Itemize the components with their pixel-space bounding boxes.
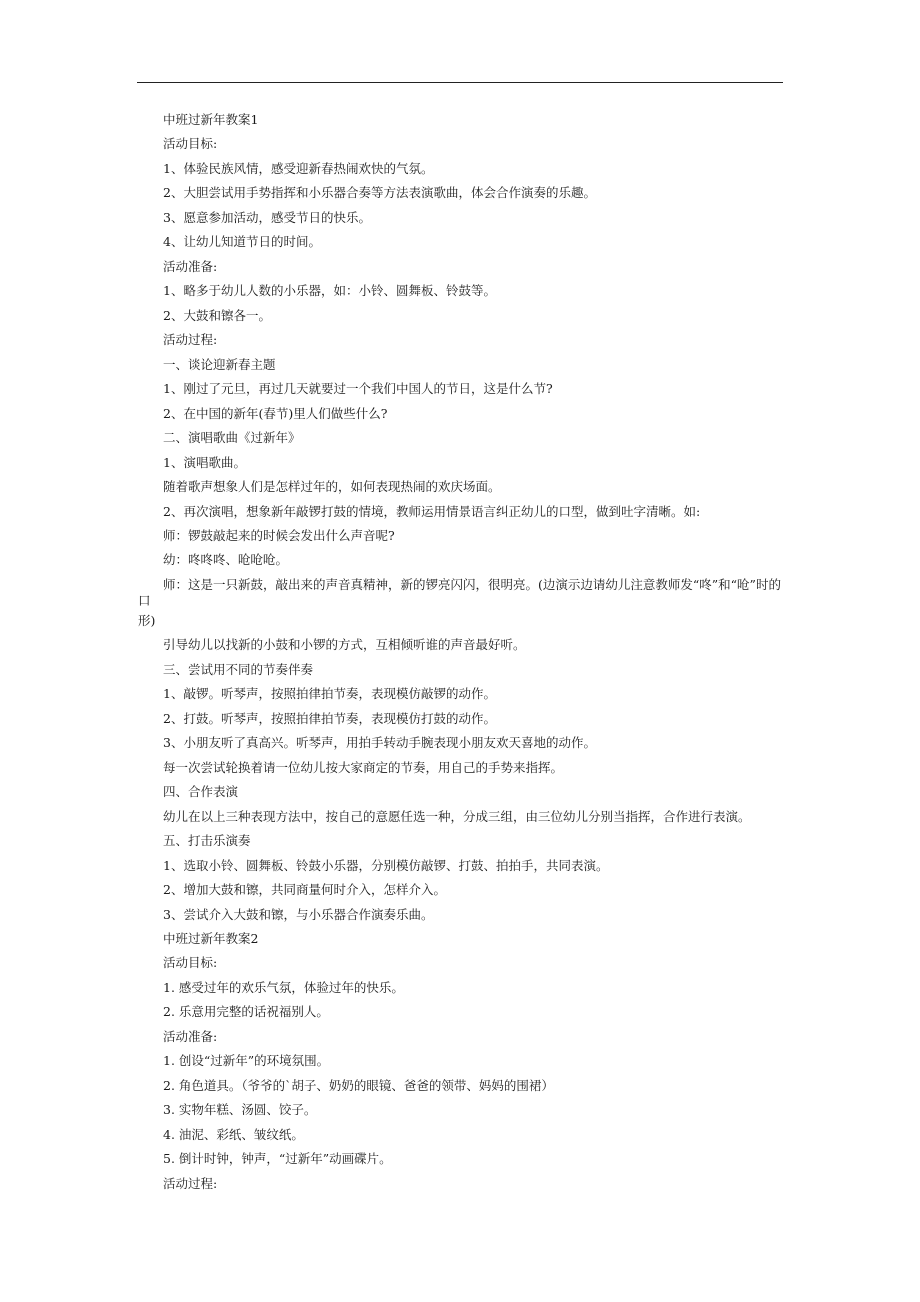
list-item: 2、大胆尝试用手势指挥和小乐器合奏等方法表演歌曲，体会合作演奏的乐趣。 (163, 185, 596, 201)
section-title: 中班过新年教案2 (163, 931, 259, 946)
subheading: 活动过程: (163, 332, 218, 348)
section-title: 中班过新年教案1 (163, 112, 259, 127)
header-divider (137, 82, 783, 83)
paragraph: 幼儿在以上三种表现方法中，按自己的意愿任选一种，分成三组，由三位幼儿分别当指挥，合作进行表演。 (163, 808, 751, 824)
section-heading: 三、尝试用不同的节奏伴奏 (163, 661, 314, 677)
list-item: 2、打鼓。听琴声，按照拍律拍节奏，表现模仿打鼓的动作。 (163, 710, 496, 726)
list-item: 4. 油泥、彩纸、皱纹纸。 (163, 1126, 304, 1142)
section-heading: 一、谈论迎新春主题 (163, 356, 276, 372)
subheading: 活动过程: (163, 1175, 218, 1191)
list-item: 4、让幼儿知道节日的时间。 (163, 234, 321, 250)
list-item: 1、敲锣。听琴声，按照拍律拍节奏，表现模仿敲锣的动作。 (163, 686, 496, 702)
subheading: 活动准备: (163, 258, 218, 274)
list-item: 1、刚过了元旦，再过几天就要过一个我们中国人的节日，这是什么节? (163, 381, 553, 397)
list-item: 3、愿意参加活动，感受节日的快乐。 (163, 209, 371, 225)
subheading: 活动准备: (163, 1028, 218, 1044)
dialogue-line-wrapped (138, 577, 784, 629)
list-item: 2、再次演唱，想象新年敲锣打鼓的情境，教师运用情景语言纠正幼儿的口型，做到吐字清晰。如: (163, 503, 701, 519)
list-item: 1、选取小铃、圆舞板、铃鼓小乐器，分别模仿敲锣、打鼓、拍拍手，共同表演。 (163, 857, 609, 873)
list-item: 1、略多于幼儿人数的小乐器，如：小铃、圆舞板、铃鼓等。 (163, 283, 496, 299)
list-item: 1. 创设“过新年”的环境氛围。 (163, 1053, 330, 1069)
list-item: 5. 倒计时钟，钟声，“过新年”动画碟片。 (163, 1151, 392, 1167)
list-item: 2、在中国的新年(春节)里人们做些什么? (163, 405, 388, 421)
list-item: 1. 感受过年的欢乐气氛，体验过年的快乐。 (163, 979, 404, 995)
list-item: 3、尝试介入大鼓和镲，与小乐器合作演奏乐曲。 (163, 906, 434, 922)
list-item: 2、大鼓和镲各一。 (163, 307, 271, 323)
subheading: 活动目标: (163, 136, 218, 152)
list-item: 2. 乐意用完整的话祝福别人。 (163, 1004, 329, 1020)
list-item: 2、增加大鼓和镲，共同商量何时介入，怎样介入。 (163, 882, 446, 898)
wrapped-line-second: 形) (138, 612, 156, 628)
section-heading: 二、演唱歌曲《过新年》 (163, 430, 301, 446)
section-heading: 四、合作表演 (163, 784, 239, 800)
list-item: 1、体验民族风情，感受迎新春热闹欢快的气氛。 (163, 160, 434, 176)
dialogue-line: 师：锣鼓敲起来的时候会发出什么声音呢? (163, 527, 395, 543)
wrapped-line-first: 师：这是一只新鼓，敲出来的声音真精神，新的锣亮闪闪，很明亮。(边演示边请幼儿注意教师发“咚”和“呛”时的口 (138, 576, 781, 608)
subheading: 活动目标: (163, 955, 218, 971)
dialogue-line: 幼：咚咚咚、呛呛呛。 (163, 552, 289, 568)
list-item: 3、小朋友听了真高兴。听琴声，用拍手转动手腕表现小朋友欢天喜地的动作。 (163, 735, 596, 751)
list-item: 1、演唱歌曲。 (163, 454, 246, 470)
paragraph: 引导幼儿以找新的小鼓和小锣的方式，互相倾听谁的声音最好听。 (163, 637, 526, 653)
document-body (138, 112, 784, 1200)
list-item: 3. 实物年糕、汤圆、饺子。 (163, 1102, 317, 1118)
list-item: 2. 角色道具。（爷爷的`胡子、奶奶的眼镜、爸爸的领带、妈妈的围裙） (163, 1077, 554, 1093)
paragraph: 随着歌声想象人们是怎样过年的，如何表现热闹的欢庆场面。 (163, 479, 501, 495)
paragraph: 每一次尝试轮换着请一位幼儿按大家商定的节奏，用自己的手势来指挥。 (163, 759, 564, 775)
section-heading: 五、打击乐演奏 (163, 833, 251, 849)
